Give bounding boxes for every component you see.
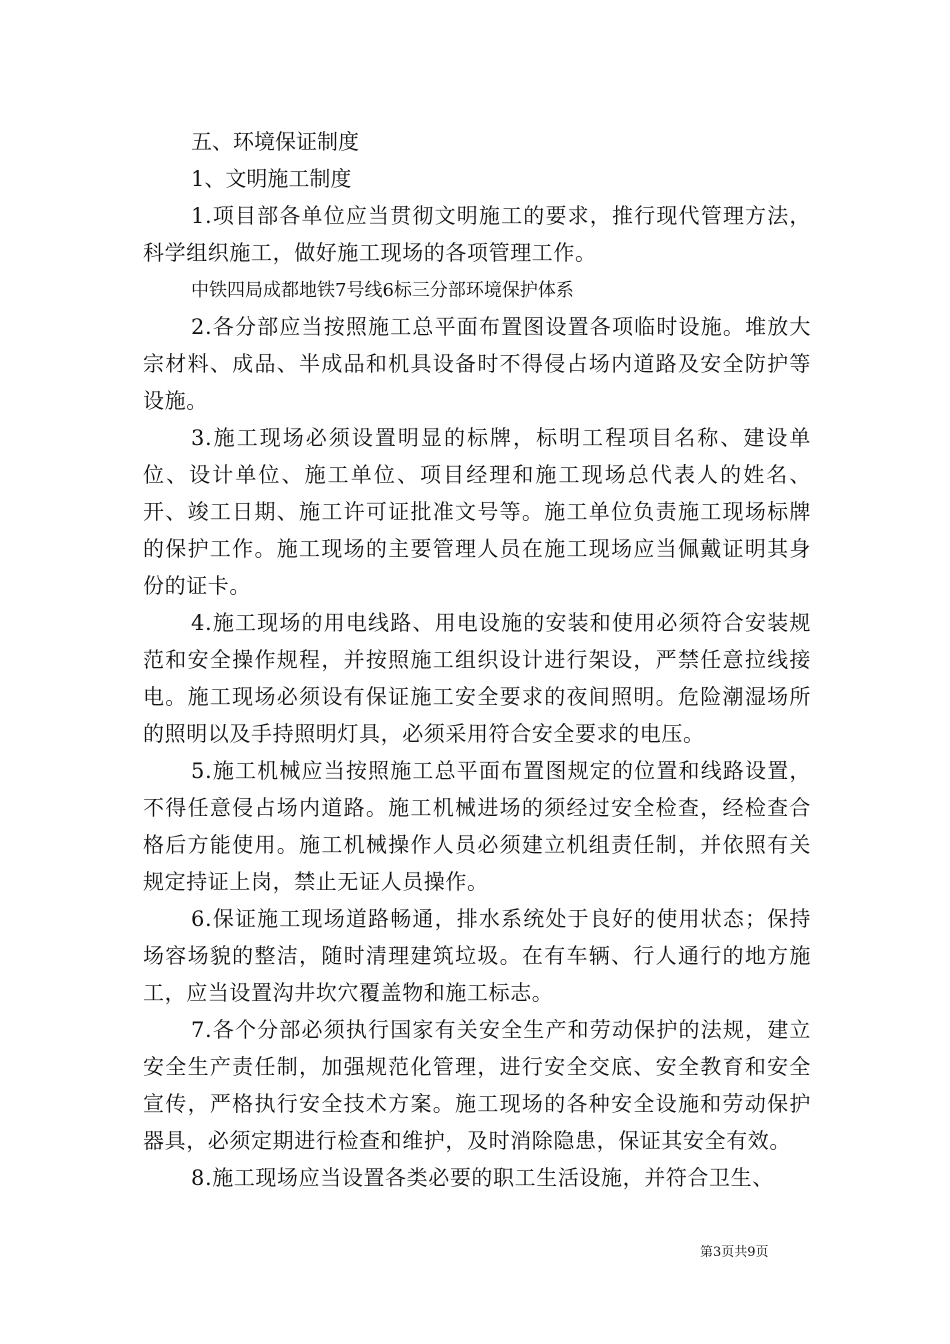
paragraph-2: 2.各分部应当按照施工总平面布置图设置各项临时设施。堆放大宗材料、成品、半成品和机具设备时不得侵占场内道路及安全防护等设施。 xyxy=(143,315,811,413)
paragraph-8: 8.施工现场应当设置各类必要的职工生活设施，并符合卫生、 xyxy=(191,1166,774,1190)
paragraph-4: 4.施工现场的用电线路、用电设施的安装和使用必须符合安装规范和安全操作规程，并按照施工组织设计进行架设，严禁任意拉线接电。施工现场必须设有保证施工安全要求的夜间照明。危险潮湿场所的照明以及手持照明灯具，必须采用符合安全要求的电压。 xyxy=(143,611,811,746)
section-heading: 五、环境保证制度 xyxy=(191,130,359,154)
paragraph-7: 7.各个分部必须执行国家有关安全生产和劳动保护的法规，建立安全生产责任制，加强规范化管理，进行安全交底、安全教育和安全宣传，严格执行安全技术方案。施工现场的各种安全设施和劳动保护器具，必须定期进行检查和维护，及时消除隐患，保证其安全有效。 xyxy=(143,1018,811,1153)
page-number: 第3页共9页 xyxy=(700,1245,769,1260)
paragraph-1: 1.项目部各单位应当贯彻文明施工的要求，推行现代管理方法，科学组织施工，做好施工现场的各项管理工作。 xyxy=(143,204,811,265)
paragraph-6: 6.保证施工现场道路畅通，排水系统处于良好的使用状态；保持场容场貌的整洁，随时清理建筑垃圾。在有车辆、行人通行的地方施工，应当设置沟井坎穴覆盖物和施工标志。 xyxy=(143,907,811,1005)
subsection-heading: 1、文明施工制度 xyxy=(191,167,352,191)
system-title: 中铁四局成都地铁7号线6标三分部环境保护体系 xyxy=(191,280,574,301)
document-body xyxy=(143,124,811,1197)
paragraph-5: 5.施工机械应当按照施工总平面布置图规定的位置和线路设置，不得任意侵占场内道路。施工机械进场的须经过安全检查，经检查合格后方能使用。施工机械操作人员必须建立机组责任制，并依照有关规定持证上岗，禁止无证人员操作。 xyxy=(143,759,811,894)
paragraph-3: 3.施工现场必须设置明显的标牌，标明工程项目名称、建设单位、设计单位、施工单位、项目经理和施工现场总代表人的姓名、开、竣工日期、施工许可证批准文号等。施工单位负责施工现场标牌的保护工作。施工现场的主要管理人员在施工现场应当佩戴证明其身份的证卡。 xyxy=(143,426,811,598)
